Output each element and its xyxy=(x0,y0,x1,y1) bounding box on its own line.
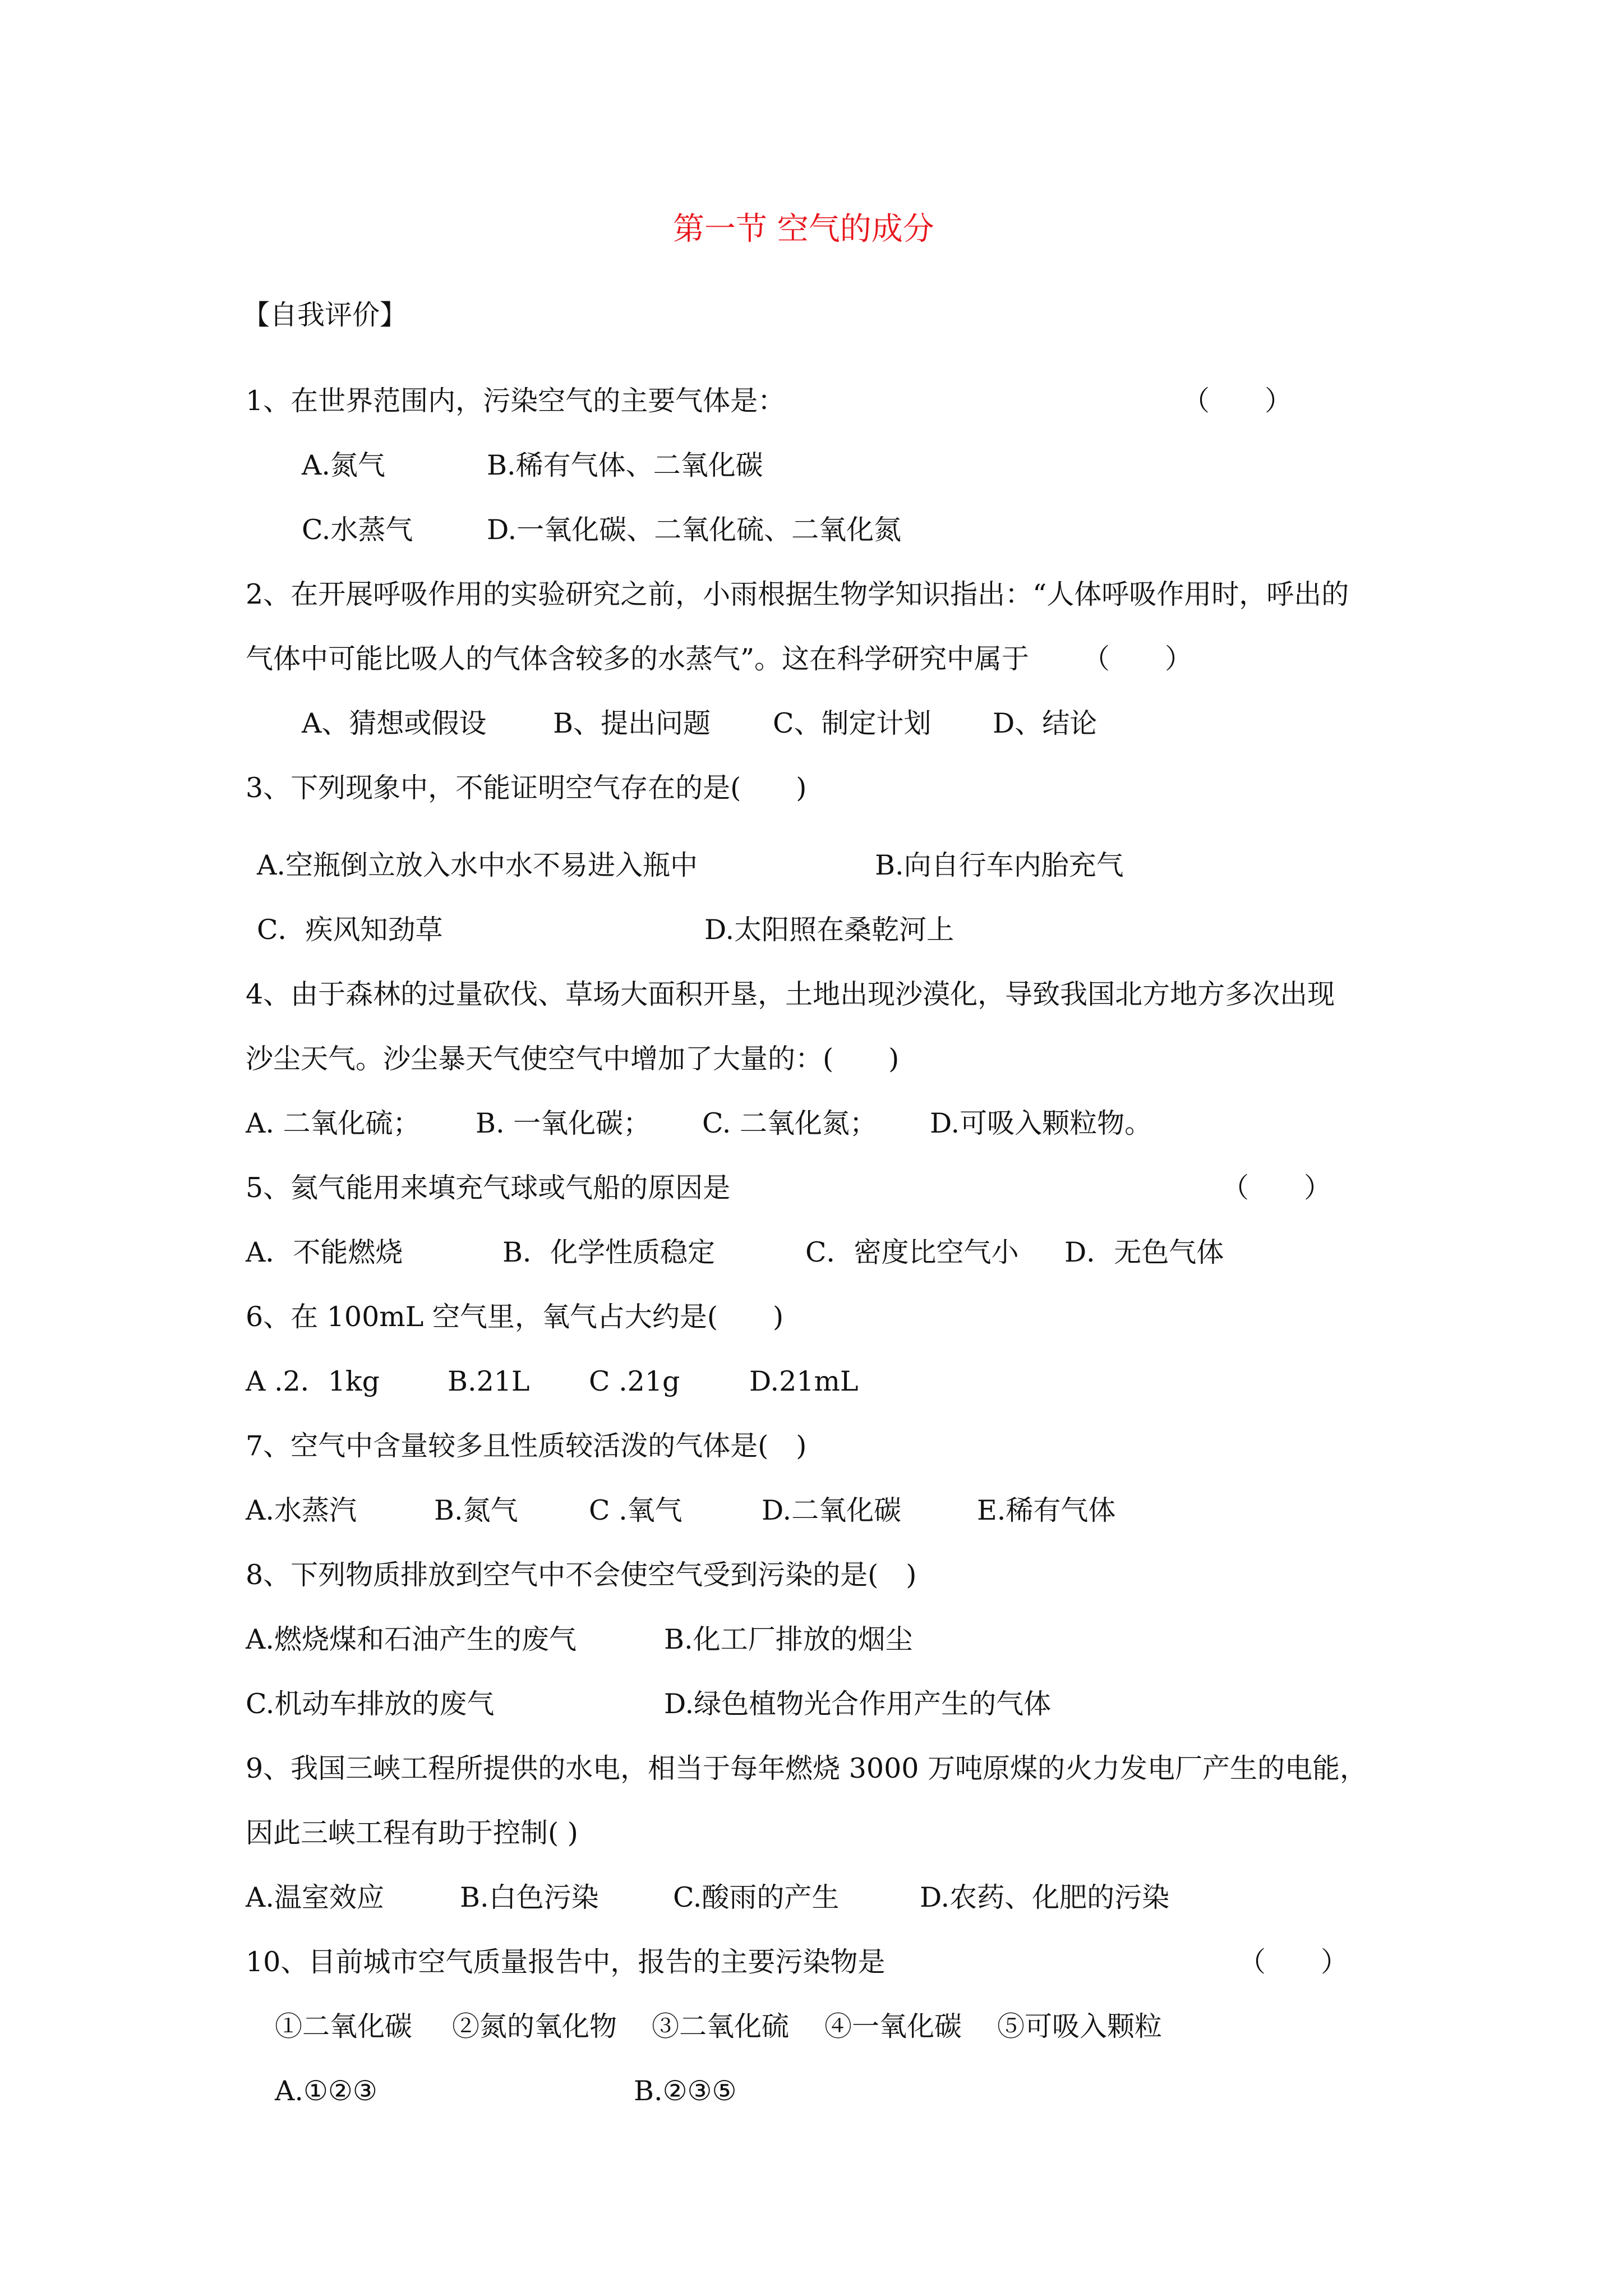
q1-option-d: D.一氧化碳、二氧化硫、二氧化氮 xyxy=(487,514,902,546)
q3-option-a: A.空瓶倒立放入水中水不易进入瓶中 xyxy=(257,849,698,881)
q10-item-1: ①二氧化碳 xyxy=(275,2010,413,2042)
section-heading: 【自我评价】 xyxy=(242,299,408,331)
q4-option-b: B. 一氧化碳； xyxy=(476,1107,651,1139)
q1-option-c: C.水蒸气 xyxy=(302,514,413,546)
q2-stem-line1: 2、在开展呼吸作用的实验研究之前，小雨根据生物学知识指出：“人体呼吸作用时，呼出的 xyxy=(246,578,1349,610)
q5-option-a: A．不能燃烧 xyxy=(246,1236,403,1268)
q10-item-5: ⑤可吸入颗粒 xyxy=(997,2010,1163,2042)
q7-option-c: C .氧气 xyxy=(589,1494,683,1526)
q8-option-c: C.机动车排放的废气 xyxy=(246,1688,495,1720)
q10-item-3: ③二氧化硫 xyxy=(652,2010,790,2042)
q5-stem: 5、氦气能用来填充气球或气船的原因是 xyxy=(246,1172,731,1204)
q2-option-c: C、制定计划 xyxy=(773,707,932,739)
q1-stem: 1、在世界范围内，污染空气的主要气体是： xyxy=(246,385,786,417)
q6-option-c: C .21g xyxy=(589,1365,680,1397)
q5-answer-blank: （ ） xyxy=(1221,1172,1332,1204)
q5-option-b: B．化学性质稳定 xyxy=(502,1236,716,1268)
q8-stem: 8、下列物质排放到空气中不会使空气受到污染的是( ) xyxy=(246,1559,917,1591)
q2-option-a: A、猜想或假设 xyxy=(302,707,487,739)
q2-option-d: D、结论 xyxy=(993,707,1098,739)
q3-option-d: D.太阳照在桑乾河上 xyxy=(704,914,955,946)
q10-answer-blank: （ ） xyxy=(1238,1946,1349,1978)
q10-item-2: ②氮的氧化物 xyxy=(452,2010,617,2042)
q4-stem-line2: 沙尘天气。沙尘暴天气使空气中增加了大量的：( ) xyxy=(246,1043,900,1075)
q7-option-e: E.稀有气体 xyxy=(977,1494,1116,1526)
q6-stem: 6、在 100mL 空气里，氧气占大约是( ) xyxy=(246,1301,784,1333)
q3-option-c: C．疾风知劲草 xyxy=(257,914,443,946)
q4-stem-line1: 4、由于森林的过量砍伐、草场大面积开垦，土地出现沙漠化，导致我国北方地方多次出现 xyxy=(246,978,1335,1010)
q9-stem-line1: 9、我国三峡工程所提供的水电，相当于每年燃烧 3000 万吨原煤的火力发电厂产生的电能， xyxy=(246,1752,1368,1784)
q10-option-a: A.①②③ xyxy=(275,2075,377,2107)
q2-answer-blank: （ ） xyxy=(1082,643,1193,675)
q10-item-4: ④一氧化碳 xyxy=(824,2010,962,2042)
q6-option-b: B.21L xyxy=(448,1365,530,1397)
q4-option-d: D.可吸入颗粒物。 xyxy=(930,1107,1152,1139)
q7-stem: 7、空气中含量较多且性质较活泼的气体是( ) xyxy=(246,1430,807,1462)
q6-option-d: D.21mL xyxy=(749,1365,859,1397)
q5-option-d: D．无色气体 xyxy=(1064,1236,1224,1268)
q2-stem-line2: 气体中可能比吸人的气体含较多的水蒸气”。这在科学研究中属于 xyxy=(246,643,1030,675)
q9-stem-line2: 因此三峡工程有助于控制( ) xyxy=(246,1817,578,1849)
q10-stem: 10、目前城市空气质量报告中，报告的主要污染物是 xyxy=(246,1946,886,1978)
q8-option-b: B.化工厂排放的烟尘 xyxy=(664,1623,913,1655)
q9-option-d: D.农药、化肥的污染 xyxy=(920,1881,1170,1913)
q1-option-a: A.氮气 xyxy=(302,449,385,481)
q1-option-b: B.稀有气体、二氧化碳 xyxy=(487,449,763,481)
q4-option-c: C. 二氧化氮； xyxy=(702,1107,877,1139)
q7-option-a: A.水蒸汽 xyxy=(246,1494,357,1526)
q7-option-d: D.二氧化碳 xyxy=(762,1494,902,1526)
page-title: 第一节 空气的成分 xyxy=(673,211,934,247)
q2-option-b: B、提出问题 xyxy=(553,707,711,739)
q10-option-b: B.②③⑤ xyxy=(634,2075,737,2107)
q8-option-a: A.燃烧煤和石油产生的废气 xyxy=(246,1623,577,1655)
q7-option-b: B.氮气 xyxy=(434,1494,518,1526)
q3-option-b: B.向自行车内胎充气 xyxy=(875,849,1124,881)
q6-option-a: A .2．1kg xyxy=(246,1365,380,1397)
q9-option-c: C.酸雨的产生 xyxy=(673,1881,840,1913)
q4-option-a: A. 二氧化硫； xyxy=(246,1107,421,1139)
q1-answer-blank: （ ） xyxy=(1182,385,1293,417)
q3-stem: 3、下列现象中，不能证明空气存在的是( ) xyxy=(246,772,807,804)
q5-option-c: C．密度比空气小 xyxy=(805,1236,1019,1268)
q9-option-a: A.温室效应 xyxy=(246,1881,384,1913)
q8-option-d: D.绿色植物光合作用产生的气体 xyxy=(664,1688,1052,1720)
q9-option-b: B.白色污染 xyxy=(460,1881,599,1913)
